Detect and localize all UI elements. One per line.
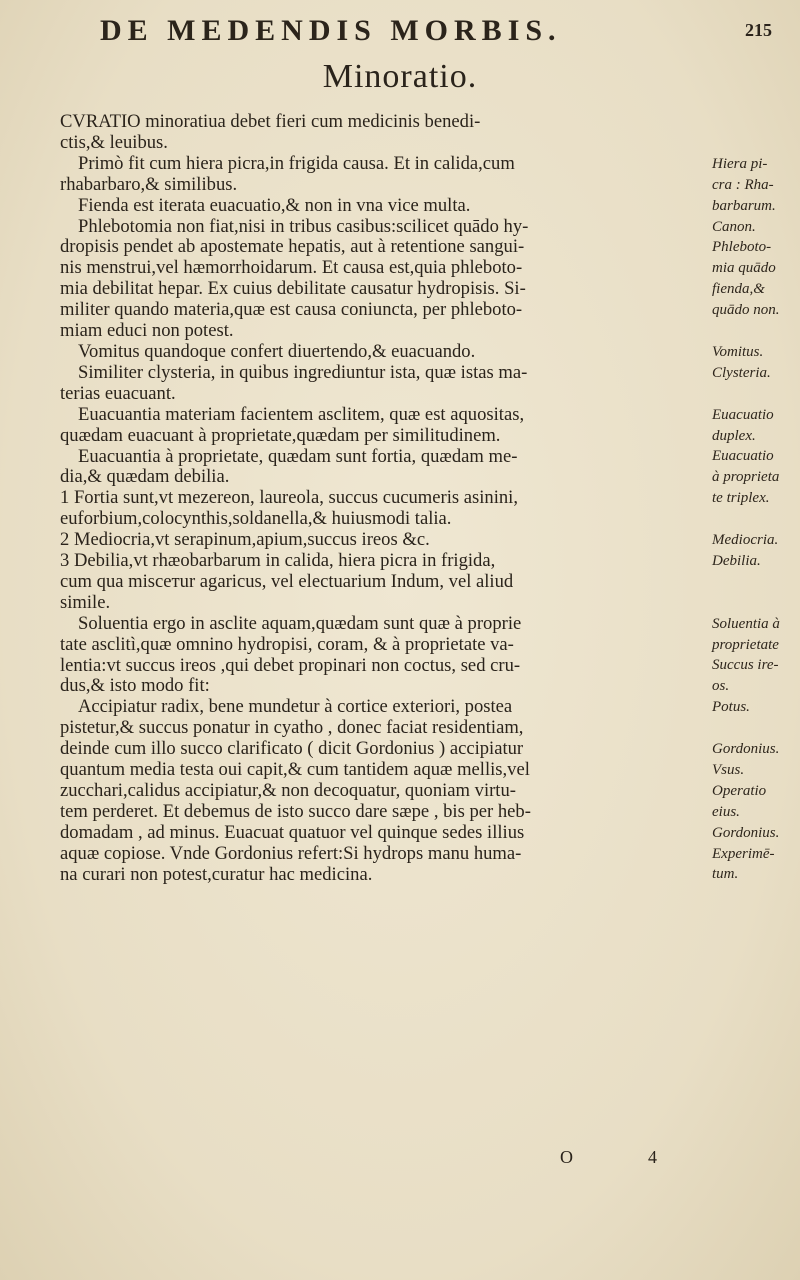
margin-note: Vsus. [712,761,745,778]
page-header [0,14,800,54]
text-line: na curari non potest,curatur hac medicina. [60,864,373,885]
text-line: 3 Debilia,vt rhæobarbarum in calida, hiera picra in frigida, [60,551,496,572]
margin-note: Mediocria. [712,532,779,548]
margin-note: fienda,& [712,281,765,298]
margin-note: Gordonius. [712,741,780,757]
text-line: Euacuantia materiam facientem asclitem, quæ est aquositas, [78,404,525,425]
text-line: 2 Mediocria,vt serapinum,apium,succus ireos &c. [60,530,430,551]
running-head: DE MEDENDIS MORBIS. [100,14,562,47]
text-line: Vomitus quandoque confert diuertendo,& euacuando. [78,341,476,362]
text-line: dus,& isto modo fit: [60,676,210,697]
text-line: militer quando materia,quæ est causa coniuncta, per phleboto- [60,300,523,321]
margin-note: quādo non. [712,302,780,319]
catchword: 4 [648,1147,657,1167]
text-line: dropisis pendet ab apostemate hepatis, aut à retentione sangui- [60,237,525,258]
text-line: miam educi non potest. [60,321,234,342]
text-line: domadam , ad minus. Euacuat quatuor vel quinque sedes illius [60,822,525,843]
text-line: nis menstrui,vel hæmorrhoidarum. Et causa est,quia phleboto- [60,258,523,279]
text-line: quædam euacuant à proprietate,quædam per similitudinem. [60,425,501,446]
margin-note: Euacuatio [712,448,774,465]
page-number: 215 [745,20,772,40]
text-line: Euacuantia à proprietate, quædam sunt fortia, quædam me- [78,446,518,467]
text-line: Primò fit cum hiera picra,in frigida causa. Et in calida,cum [78,153,515,174]
text-line: Similiter clysteria, in quibus ingrediuntur ista, quæ istas ma- [78,362,528,383]
text-line: euforbium,colocynthis,soldanella,& huiusmodi talia. [60,509,452,530]
margin-note: cra : Rha- [712,176,774,193]
margin-note: tum. [712,866,739,883]
margin-note: te triplex. [712,490,770,507]
text-line: dia,& quædam debilia. [60,467,230,488]
text-line: deinde cum illo succo clarificato ( dicit Gordonius ) accipiatur [60,739,524,760]
margin-note: Gordonius. [712,824,780,841]
margin-note: Canon. [712,218,756,235]
text-line: mia debilitat hepar. Ex cuius debilitate causatur hydropisis. Si- [60,279,526,300]
text-line: 1 Fortia sunt,vt mezereon, laureola, succus cucumeris asinini, [60,488,518,509]
text-line: pistetur,& succus ponatur in cyatho , donec faciat residentiam, [60,718,524,739]
margin-note: Soluentia à [712,615,780,632]
text-line: tem perderet. Et debemus de isto succo dare sæpe , bis per heb- [60,801,531,822]
margin-note: Succus ire- [712,657,779,674]
margin-note: Potus. [712,699,750,716]
margin-note: barbarum. [712,197,776,214]
margin-note: proprietate [712,636,779,653]
text-line: aquæ copiose. Vnde Gordonius refert:Si hydrops manu huma- [60,843,522,864]
margin-note: mia quādo [712,260,776,277]
margin-note: à proprieta [712,469,780,486]
text-line: lentia:vt succus ireos ,qui debet propinari non coctus, sed cru- [60,655,521,676]
text-line: tate asclitì,quæ omnino hydropisi, coram, & à proprietate va- [60,634,514,655]
margin-note: Experimē- [712,845,775,862]
text-line: Soluentia ergo in asclite aquam,quædam sunt quæ à proprie [78,613,522,634]
main-text [60,112,705,886]
margin-note: eius. [712,803,740,820]
text-line: Fienda est iterata euacuatio,& non in vna vice multa. [78,195,471,216]
text-line: ctis,& leuibus. [60,132,168,153]
text-line: Accipiatur radix, bene mundetur à cortice exteriori, postea [78,697,513,718]
margin-note: Debilia. [712,552,761,569]
text-line: zucchari,calidus accipiatur,& non decoquatur, quoniam virtu- [60,781,516,801]
margin-note: Operatio [712,782,767,799]
text-line: quantum media testa oui capit,& cum tantidem aquæ mellis,vel [60,760,530,781]
margin-note: Phleboto- [712,239,772,256]
signature-mark: O [560,1147,573,1167]
text-line: rhabarbaro,& similibus. [60,174,238,195]
text-line: CVRATIO minoratiua debet fieri cum medicinis benedi- [60,112,481,132]
text-line: cum qua misceтur agaricus, vel electuarium Indum, vel aliud [60,571,514,592]
margin-note: Euacuatio [712,406,774,423]
text-line: Phlebotomia non fiat,nisi in tribus casibus:scilicet quādo hy- [78,216,529,237]
margin-note: Hiera pi- [712,155,768,172]
margin-note: os. [712,678,730,695]
margin-note: Clysteria. [712,364,771,381]
margin-note: Vomitus. [712,343,764,360]
section-title: Minoratio. [322,58,478,95]
margin-note: duplex. [712,427,756,444]
text-line: simile. [60,592,111,613]
text-line: terias euacuant. [60,383,176,404]
